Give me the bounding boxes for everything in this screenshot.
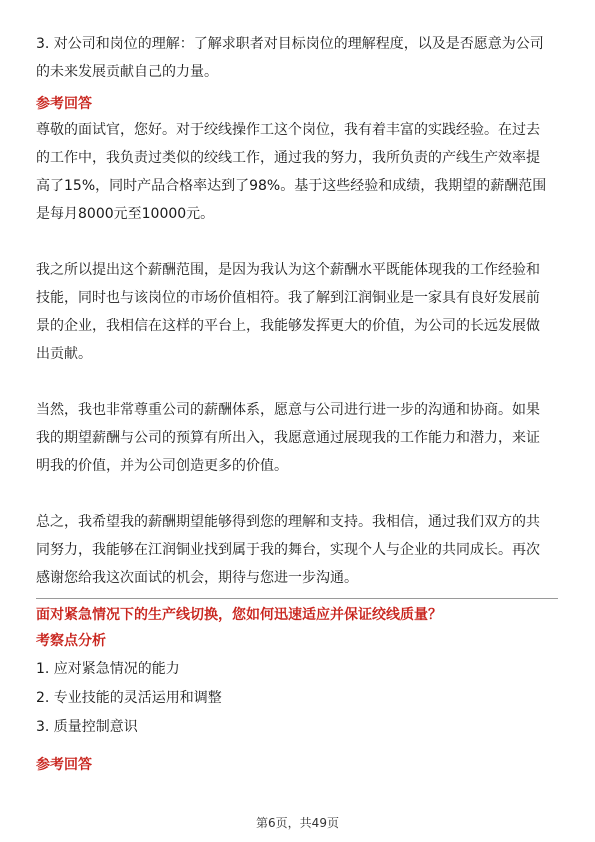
text-line: 我的期望薪酬与公司的预算有所出入，我愿意通过展现我的工作能力和潜力，来证 — [36, 430, 540, 446]
answer-paragraph — [36, 396, 558, 480]
text-line: 感谢您给我这次面试的机会，期待与您进一步沟通。 — [36, 570, 358, 586]
document-page — [36, 30, 558, 775]
text-line: 高了15%，同时产品合格率达到了98%。基于这些经验和成绩，我期望的薪酬范围 — [36, 178, 547, 194]
answer-paragraph — [36, 116, 558, 228]
text-line: 尊敬的面试官，您好。对于绞线操作工这个岗位，我有着丰富的实践经验。在过去 — [36, 122, 540, 138]
text-line: 出贡献。 — [36, 346, 92, 362]
text-line: 3. 对公司和岗位的理解：了解求职者对目标岗位的理解程度，以及是否愿意为公司 — [36, 36, 544, 52]
intro-item — [36, 30, 558, 86]
answer-paragraph — [36, 256, 558, 368]
list-item: 2. 专业技能的灵活运用和调整 — [36, 690, 222, 706]
list-item: 3. 质量控制意识 — [36, 719, 138, 735]
text-line: 同努力，我能够在江润铜业找到属于我的舞台，实现个人与企业的共同成长。再次 — [36, 542, 540, 558]
list-item: 1. 应对紧急情况的能力 — [36, 661, 180, 677]
text-line: 的工作中，我负责过类似的绞线工作，通过我的努力，我所负责的产线生产效率提 — [36, 150, 540, 166]
text-line: 我之所以提出这个薪酬范围，是因为我认为这个薪酬水平既能体现我的工作经验和 — [36, 262, 540, 278]
text-line: 的未来发展贡献自己的力量。 — [36, 64, 218, 80]
question-title: 面对紧急情况下的生产线切换，您如何迅速适应并保证绞线质量？ — [36, 607, 442, 623]
text-line: 明我的价值，并为公司创造更多的价值。 — [36, 458, 288, 474]
text-line: 总之，我希望我的薪酬期望能够得到您的理解和支持。我相信，通过我们双方的共 — [36, 514, 540, 530]
answer-paragraph — [36, 508, 558, 592]
analysis-heading: 考察点分析 — [36, 633, 106, 649]
page-number: 第6页，共49页 — [256, 816, 339, 830]
text-line: 景的企业，我相信在这样的平台上，我能够发挥更大的价值，为公司的长远发展做 — [36, 318, 540, 334]
answer-heading: 参考回答 — [36, 96, 92, 112]
text-line: 技能，同时也与该岗位的市场价值相符。我了解到江润铜业是一家具有良好发展前 — [36, 290, 540, 306]
answer-heading: 参考回答 — [36, 757, 92, 773]
text-line: 当然，我也非常尊重公司的薪酬体系，愿意与公司进行进一步的沟通和协商。如果 — [36, 402, 540, 418]
analysis-list — [36, 659, 558, 737]
text-line: 是每月8000元至10000元。 — [36, 206, 215, 222]
section-divider — [36, 598, 558, 599]
